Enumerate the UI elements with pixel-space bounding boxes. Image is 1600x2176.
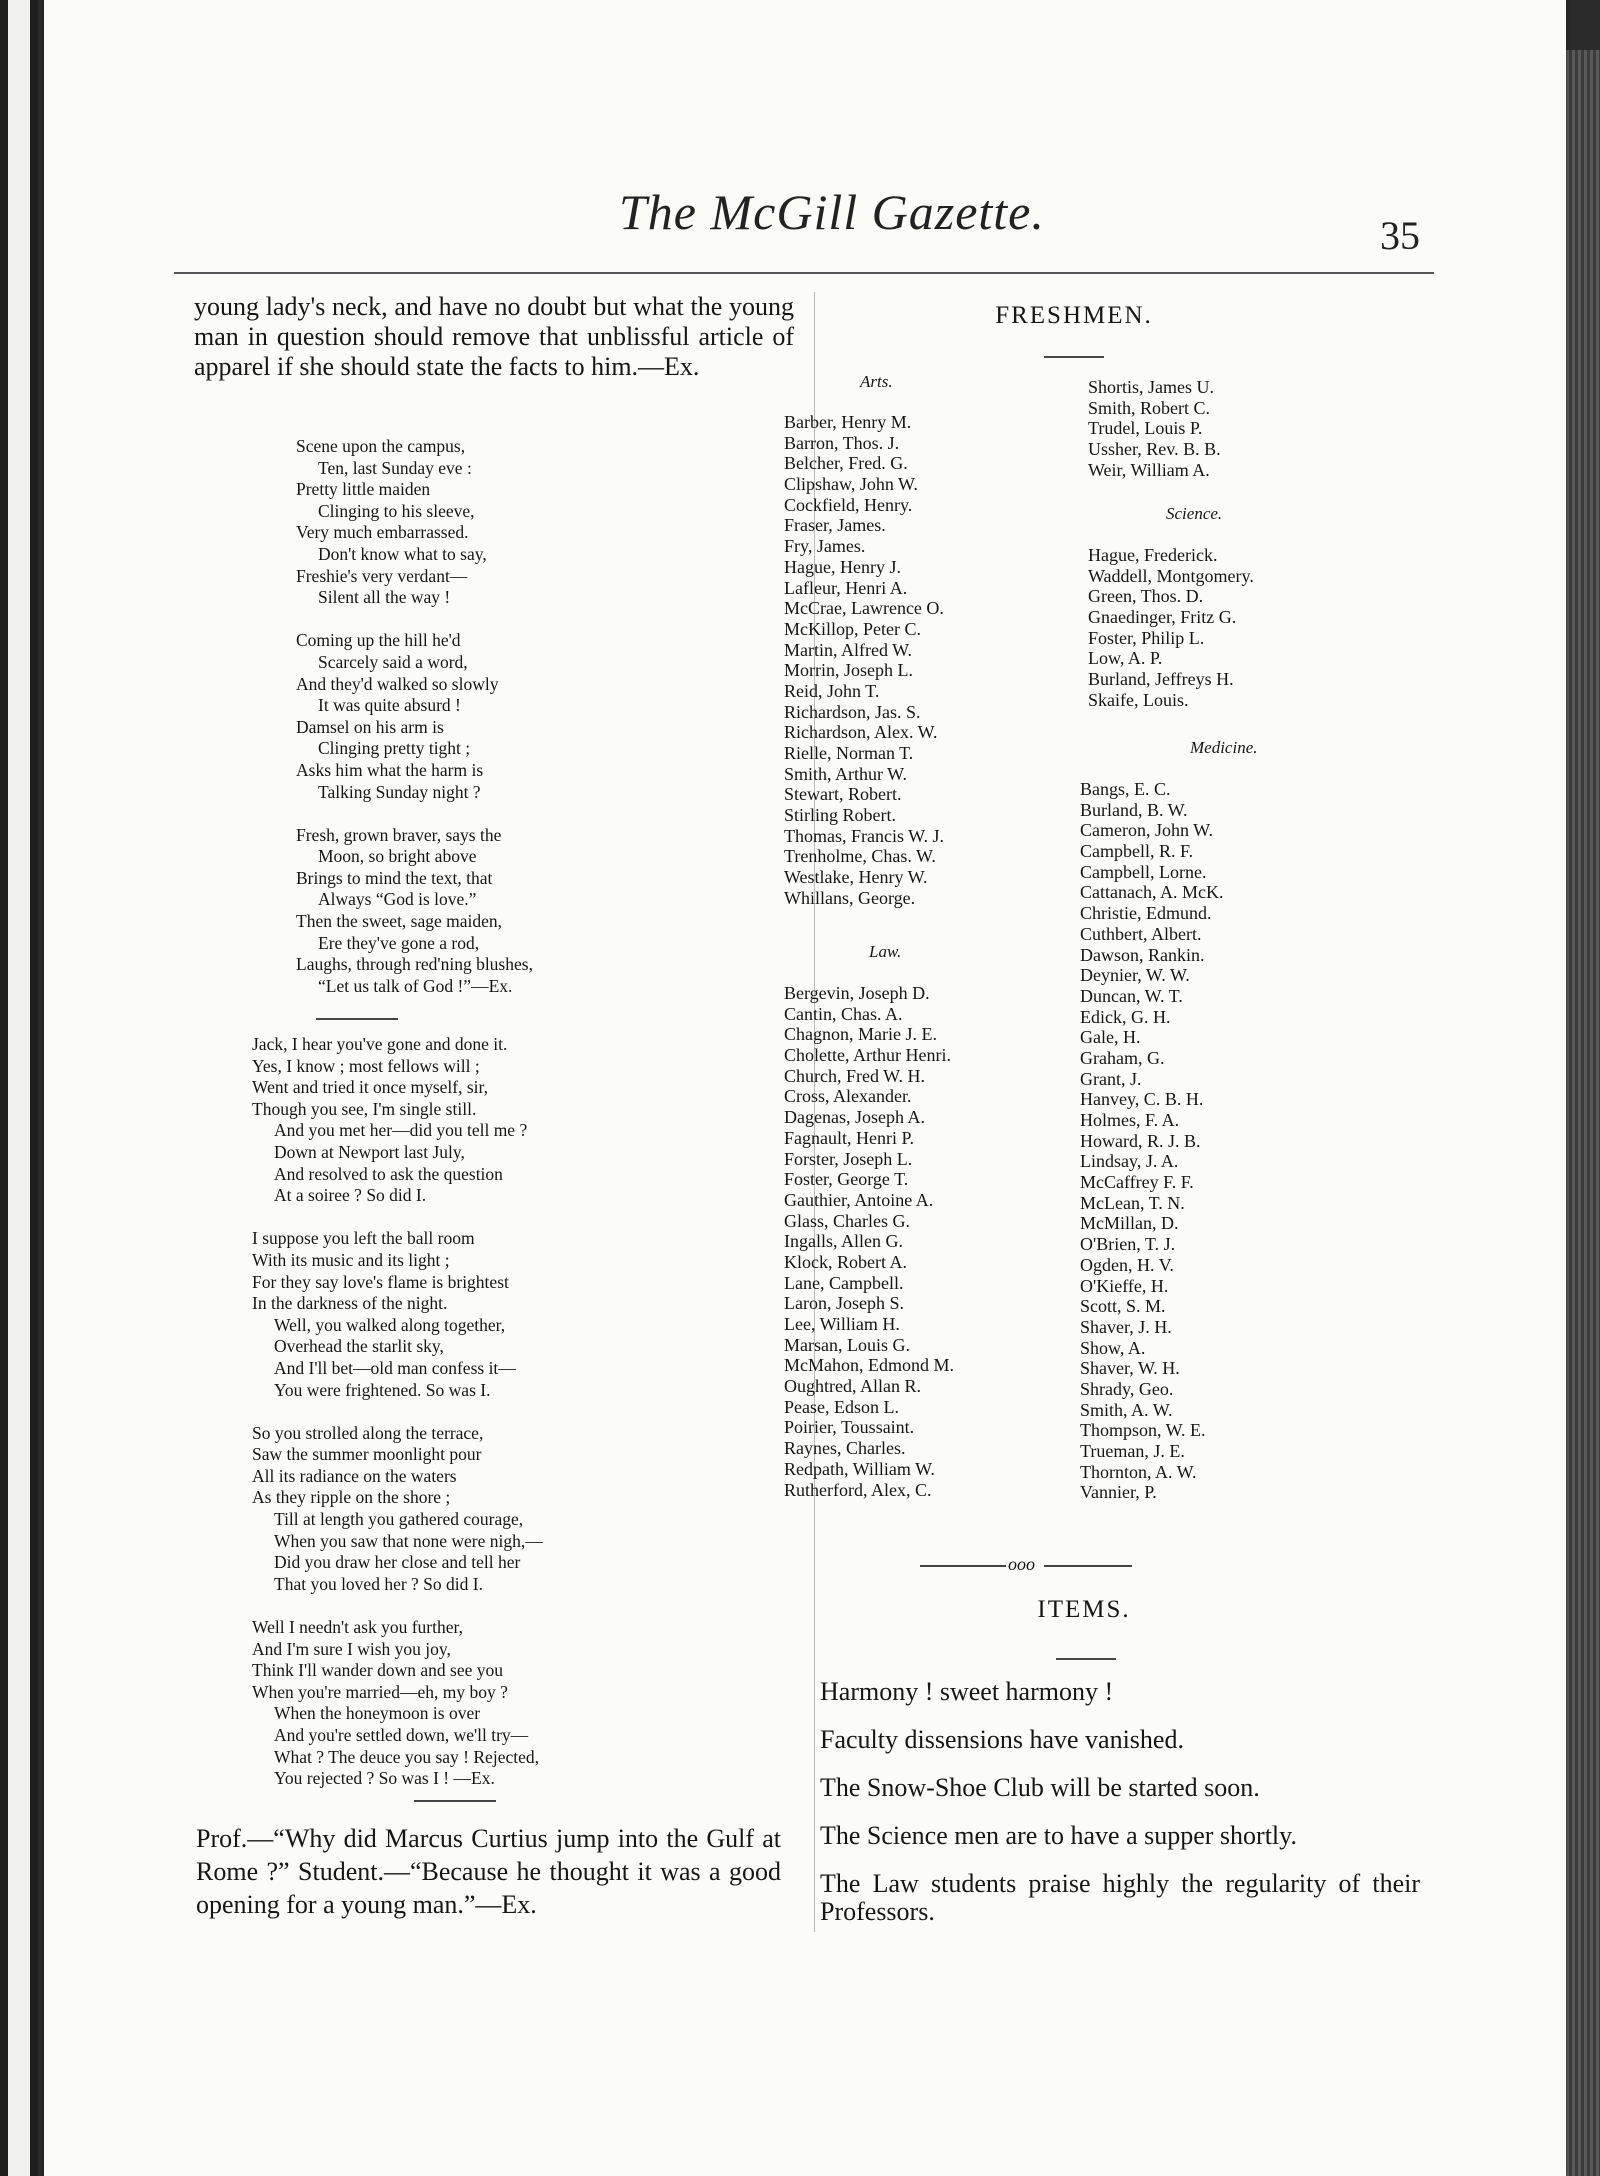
student-name: Pease, Edson L.	[784, 1396, 899, 1417]
student-name: Thomas, Francis W. J.	[784, 825, 944, 846]
student-name: Klock, Robert A.	[784, 1251, 907, 1272]
student-name: Gauthier, Antoine A.	[784, 1189, 934, 1210]
poem-line: For they say love's flame is brightest	[252, 1271, 509, 1292]
student-name: Rutherford, Alex, C.	[784, 1479, 932, 1500]
student-name: Shrady, Geo.	[1080, 1378, 1174, 1399]
poem-line: Jack, I hear you've gone and done it.	[252, 1034, 508, 1054]
student-name: Smith, Arthur W.	[784, 763, 908, 784]
poem-line: That you loved her ? So did I.	[274, 1573, 483, 1594]
student-name: Shortis, James U.	[1088, 377, 1214, 397]
student-name: Hague, Henry J.	[784, 556, 901, 577]
poem-line: Well, you walked along together,	[274, 1314, 506, 1335]
prof-anecdote: Prof.—“Why did Marcus Curtius jump into the Gulf at Rome ?” Student.—“Because he thought it was a good opening for a young man.”—Ex.	[196, 1824, 781, 1919]
poem-line: Coming up the hill he'd	[296, 630, 461, 651]
medicine-subheading: Medicine.	[1190, 738, 1258, 757]
poem-line: Think I'll wander down and see you	[252, 1660, 504, 1681]
student-name: Thompson, W. E.	[1080, 1420, 1206, 1441]
student-name: Gale, H.	[1080, 1027, 1141, 1048]
page-number: 35	[1380, 213, 1420, 258]
student-name: Gnaedinger, Fritz G.	[1088, 607, 1237, 628]
student-name: Skaife, Louis.	[1088, 689, 1189, 710]
news-item: The Science men are to have a supper shortly.	[820, 1821, 1297, 1850]
science-students	[1088, 545, 1254, 711]
student-name: Rielle, Norman T.	[784, 743, 914, 763]
poem-line: Did you draw her close and tell her	[274, 1552, 521, 1573]
student-name: Vannier, P.	[1080, 1482, 1157, 1503]
student-name: Holmes, F. A.	[1080, 1110, 1180, 1130]
student-name: Cross, Alexander.	[784, 1086, 912, 1107]
student-name: Lindsay, J. A.	[1080, 1151, 1179, 1172]
student-name: Trudel, Louis P.	[1088, 418, 1203, 439]
student-name: Waddell, Montgomery.	[1088, 565, 1254, 586]
freshmen-heading-rule	[1044, 356, 1104, 358]
student-name: Dawson, Rankin.	[1080, 944, 1205, 965]
poem-line: Till at length you gathered courage,	[274, 1509, 524, 1530]
student-name: Whillans, George.	[784, 887, 916, 908]
poem-line: And they'd walked so slowly	[296, 673, 499, 694]
student-name: Stewart, Robert.	[784, 784, 902, 805]
student-name: McLean, T. N.	[1080, 1192, 1185, 1213]
student-name: Chagnon, Marie J. E.	[784, 1024, 937, 1045]
poem-line: Saw the summer moonlight pour	[252, 1444, 482, 1465]
student-name: Lafleur, Henri A.	[784, 577, 908, 598]
student-name: Raynes, Charles.	[784, 1438, 906, 1459]
poem-line: I suppose you left the ball room	[252, 1228, 475, 1249]
poem-separator-rule	[316, 1018, 398, 1020]
student-name: Green, Thos. D.	[1088, 586, 1204, 607]
student-name: Cholette, Arthur Henri.	[784, 1045, 951, 1066]
poem-line: Laughs, through red'ning blushes,	[296, 954, 533, 975]
student-name: Edick, G. H.	[1080, 1006, 1171, 1027]
poem-line: When you're married—eh, my boy ?	[252, 1681, 508, 1702]
items-heading-rule	[1056, 1658, 1116, 1660]
student-name: McMahon, Edmond M.	[784, 1355, 954, 1376]
student-name: Barron, Thos. J.	[784, 432, 900, 453]
student-name: Scott, S. M.	[1080, 1296, 1166, 1317]
poem-line: Down at Newport last July,	[274, 1141, 465, 1162]
student-name: Ussher, Rev. B. B.	[1088, 439, 1221, 460]
poem-line: Brings to mind the text, that	[296, 867, 493, 888]
intro-paragraph: young lady's neck, and have no doubt but what the young man in question should remove that unblissful article of apparel if she should state the facts to him.—Ex.	[194, 292, 794, 381]
news-item: Faculty dissensions have vanished.	[820, 1725, 1184, 1754]
poem-line: Though you see, I'm single still.	[252, 1098, 477, 1119]
student-name: Ogden, H. V.	[1080, 1254, 1174, 1275]
poem-line: Don't know what to say,	[318, 543, 487, 564]
poem-line: Scene upon the campus,	[296, 436, 466, 456]
student-name: Low, A. P.	[1088, 648, 1163, 669]
student-name: Christie, Edmund.	[1080, 903, 1212, 924]
student-name: Weir, William A.	[1088, 459, 1210, 480]
poem-line: As they ripple on the shore ;	[252, 1487, 451, 1508]
poem-line: Scarcely said a word,	[318, 651, 468, 672]
student-name: Glass, Charles G.	[784, 1210, 910, 1231]
poem-line: Very much embarrassed.	[296, 522, 469, 543]
student-name: Martin, Alfred W.	[784, 639, 912, 660]
student-name: Fry, James.	[784, 536, 866, 557]
poem-line: And I'll bet—old man confess it—	[274, 1357, 516, 1378]
poem-line: Talking Sunday night ?	[318, 781, 481, 802]
student-name: McCrae, Lawrence O.	[784, 598, 944, 619]
student-name: McCaffrey F. F.	[1080, 1172, 1194, 1193]
student-name: Fraser, James.	[784, 515, 886, 536]
law-subheading: Law.	[869, 942, 902, 961]
arts-subheading: Arts.	[860, 372, 893, 391]
left-page-strip	[8, 0, 30, 2176]
student-name: Trueman, J. E.	[1080, 1441, 1185, 1461]
student-name: Ingalls, Allen G.	[784, 1231, 903, 1252]
student-name: McMillan, D.	[1080, 1213, 1179, 1234]
poem-line: Then the sweet, sage maiden,	[296, 911, 503, 932]
student-name: Poirier, Toussaint.	[784, 1417, 915, 1438]
page-title: The McGill Gazette.	[619, 184, 1045, 240]
stanza-break	[252, 1595, 543, 1617]
poem-line: And you're settled down, we'll try—	[274, 1725, 529, 1745]
stanza-break	[296, 609, 533, 631]
student-name: Smith, Robert C.	[1088, 397, 1211, 418]
poem-line: What ? The deuce you say ! Rejected,	[274, 1746, 539, 1767]
student-name: Richardson, Jas. S.	[784, 701, 921, 722]
poem-line: With its music and its light ;	[252, 1249, 450, 1270]
student-name: Lane, Campbell.	[784, 1272, 904, 1293]
student-name: Show, A.	[1080, 1337, 1146, 1358]
poem-line: Asks him what the harm is	[296, 759, 484, 780]
poem-line: Went and tried it once myself, sir,	[252, 1077, 489, 1098]
student-name: Fagnault, Henri P.	[784, 1127, 914, 1148]
student-name: Clipshaw, John W.	[784, 474, 918, 495]
poem-line: Yes, I know ; most fellows will ;	[252, 1055, 480, 1076]
poem-line: Clinging to his sleeve,	[318, 500, 475, 521]
student-name: Trenholme, Chas. W.	[784, 846, 936, 867]
student-name: Dagenas, Joseph A.	[784, 1107, 925, 1128]
poem-line: Damsel on his arm is	[296, 716, 444, 737]
student-name: McKillop, Peter C.	[784, 618, 921, 639]
separator-line-right	[1044, 1565, 1132, 1567]
student-name: O'Kieffe, H.	[1080, 1275, 1169, 1296]
poem-line: When the honeymoon is over	[274, 1703, 481, 1724]
student-name: Bergevin, Joseph D.	[784, 983, 930, 1003]
arts-students-continued	[1088, 377, 1221, 480]
stanza-break	[252, 1401, 543, 1423]
student-name: O'Brien, T. J.	[1080, 1234, 1176, 1255]
left-page-edge	[0, 0, 38, 2176]
poem-line: All its radiance on the waters	[252, 1465, 457, 1486]
student-name: Thornton, A. W.	[1080, 1461, 1197, 1482]
poem-so-did-i	[252, 1034, 543, 1790]
student-name: Cattanach, A. McK.	[1080, 882, 1224, 903]
student-name: Foster, George T.	[784, 1169, 909, 1190]
student-name: Burland, Jeffreys H.	[1088, 669, 1234, 690]
student-name: Redpath, William W.	[784, 1458, 935, 1479]
poem-campus	[296, 436, 533, 997]
student-name: Marsan, Louis G.	[784, 1334, 910, 1355]
freshmen-heading: FRESHMEN.	[995, 302, 1153, 329]
student-name: Stirling Robert.	[784, 805, 896, 826]
student-name: Burland, B. W.	[1080, 799, 1188, 820]
news-item: The Snow-Shoe Club will be started soon.	[820, 1773, 1260, 1802]
poem-line: Always “God is love.”	[318, 889, 477, 910]
student-name: Morrin, Joseph L.	[784, 660, 913, 681]
student-name: Barber, Henry M.	[784, 412, 912, 432]
science-subheading: Science.	[1166, 504, 1223, 523]
student-name: Smith, A. W.	[1080, 1399, 1173, 1420]
poem-line: So you strolled along the terrace,	[252, 1422, 484, 1443]
student-name: Belcher, Fred. G.	[784, 453, 908, 474]
student-name: Graham, G.	[1080, 1047, 1165, 1068]
student-name: Hanvey, C. B. H.	[1080, 1089, 1204, 1110]
student-name: Forster, Joseph L.	[784, 1148, 913, 1169]
student-name: Cantin, Chas. A.	[784, 1003, 903, 1024]
poem-line: Overhead the starlit sky,	[274, 1336, 444, 1357]
student-name: Bangs, E. C.	[1080, 779, 1171, 799]
poem-line: You were frightened. So was I.	[274, 1379, 491, 1400]
items-heading: ITEMS.	[1037, 1596, 1131, 1623]
poem-line: Moon, so bright above	[318, 846, 477, 867]
student-name: Cockfield, Henry.	[784, 494, 913, 515]
arts-students	[784, 412, 944, 909]
news-item: The Law students praise highly the regularity of their Professors.	[820, 1869, 1420, 1926]
poem-line: It was quite absurd !	[318, 695, 461, 716]
student-name: Hague, Frederick.	[1088, 545, 1218, 565]
gazette-page	[44, 0, 1566, 2176]
poem-line: At a soiree ? So did I.	[274, 1185, 427, 1206]
ooo-separator: ooo	[1008, 1554, 1035, 1574]
student-name: Lee, William H.	[784, 1314, 900, 1334]
student-name: Shaver, J. H.	[1080, 1316, 1172, 1337]
stanza-break	[296, 803, 533, 825]
poem-line: “Let us talk of God !”—Ex.	[318, 975, 513, 996]
student-name: Grant, J.	[1080, 1068, 1142, 1089]
poem-line: Ere they've gone a rod,	[318, 932, 480, 953]
student-name: Foster, Philip L.	[1088, 627, 1205, 648]
poem-end-rule	[414, 1800, 496, 1802]
items-list	[820, 1678, 1420, 1946]
student-name: Richardson, Alex. W.	[784, 722, 938, 743]
poem-line: Ten, last Sunday eve :	[318, 457, 472, 478]
student-name: Deynier, W. W.	[1080, 965, 1190, 986]
student-name: Westlake, Henry W.	[784, 867, 928, 888]
student-name: Campbell, Lorne.	[1080, 861, 1207, 882]
student-name: Laron, Joseph S.	[784, 1293, 904, 1314]
student-name: Duncan, W. T.	[1080, 985, 1183, 1006]
medicine-students	[1080, 779, 1223, 1503]
student-name: Campbell, R. F.	[1080, 841, 1194, 862]
separator-line-left	[920, 1565, 1006, 1567]
student-name: Oughtred, Allan R.	[784, 1376, 921, 1397]
student-name: Cuthbert, Albert.	[1080, 923, 1202, 944]
poem-line: Pretty little maiden	[296, 479, 431, 500]
law-students	[784, 983, 954, 1500]
news-item: Harmony ! sweet harmony !	[820, 1677, 1114, 1706]
poem-line: When you saw that none were nigh,—	[274, 1530, 543, 1551]
poem-line: Fresh, grown braver, says the	[296, 824, 502, 845]
poem-line: You rejected ? So was I ! —Ex.	[274, 1768, 495, 1789]
poem-line: And I'm sure I wish you joy,	[252, 1638, 451, 1659]
poem-line: And you met her—did you tell me ?	[274, 1120, 528, 1141]
student-name: Cameron, John W.	[1080, 820, 1213, 841]
book-page-edges	[1566, 50, 1600, 2176]
student-name: Howard, R. J. B.	[1080, 1130, 1201, 1151]
poem-line: Well I needn't ask you further,	[252, 1617, 463, 1638]
poem-line: Silent all the way !	[318, 587, 451, 608]
poem-line: In the darkness of the night.	[252, 1293, 448, 1314]
student-name: Reid, John T.	[784, 680, 880, 701]
poem-line: Clinging pretty tight ;	[318, 738, 471, 759]
poem-line: Freshie's very verdant—	[296, 565, 468, 586]
header-rule	[174, 272, 1434, 274]
stanza-break	[252, 1207, 543, 1229]
student-name: Shaver, W. H.	[1080, 1358, 1180, 1379]
student-name: Church, Fred W. H.	[784, 1065, 925, 1086]
poem-line: And resolved to ask the question	[274, 1163, 503, 1184]
